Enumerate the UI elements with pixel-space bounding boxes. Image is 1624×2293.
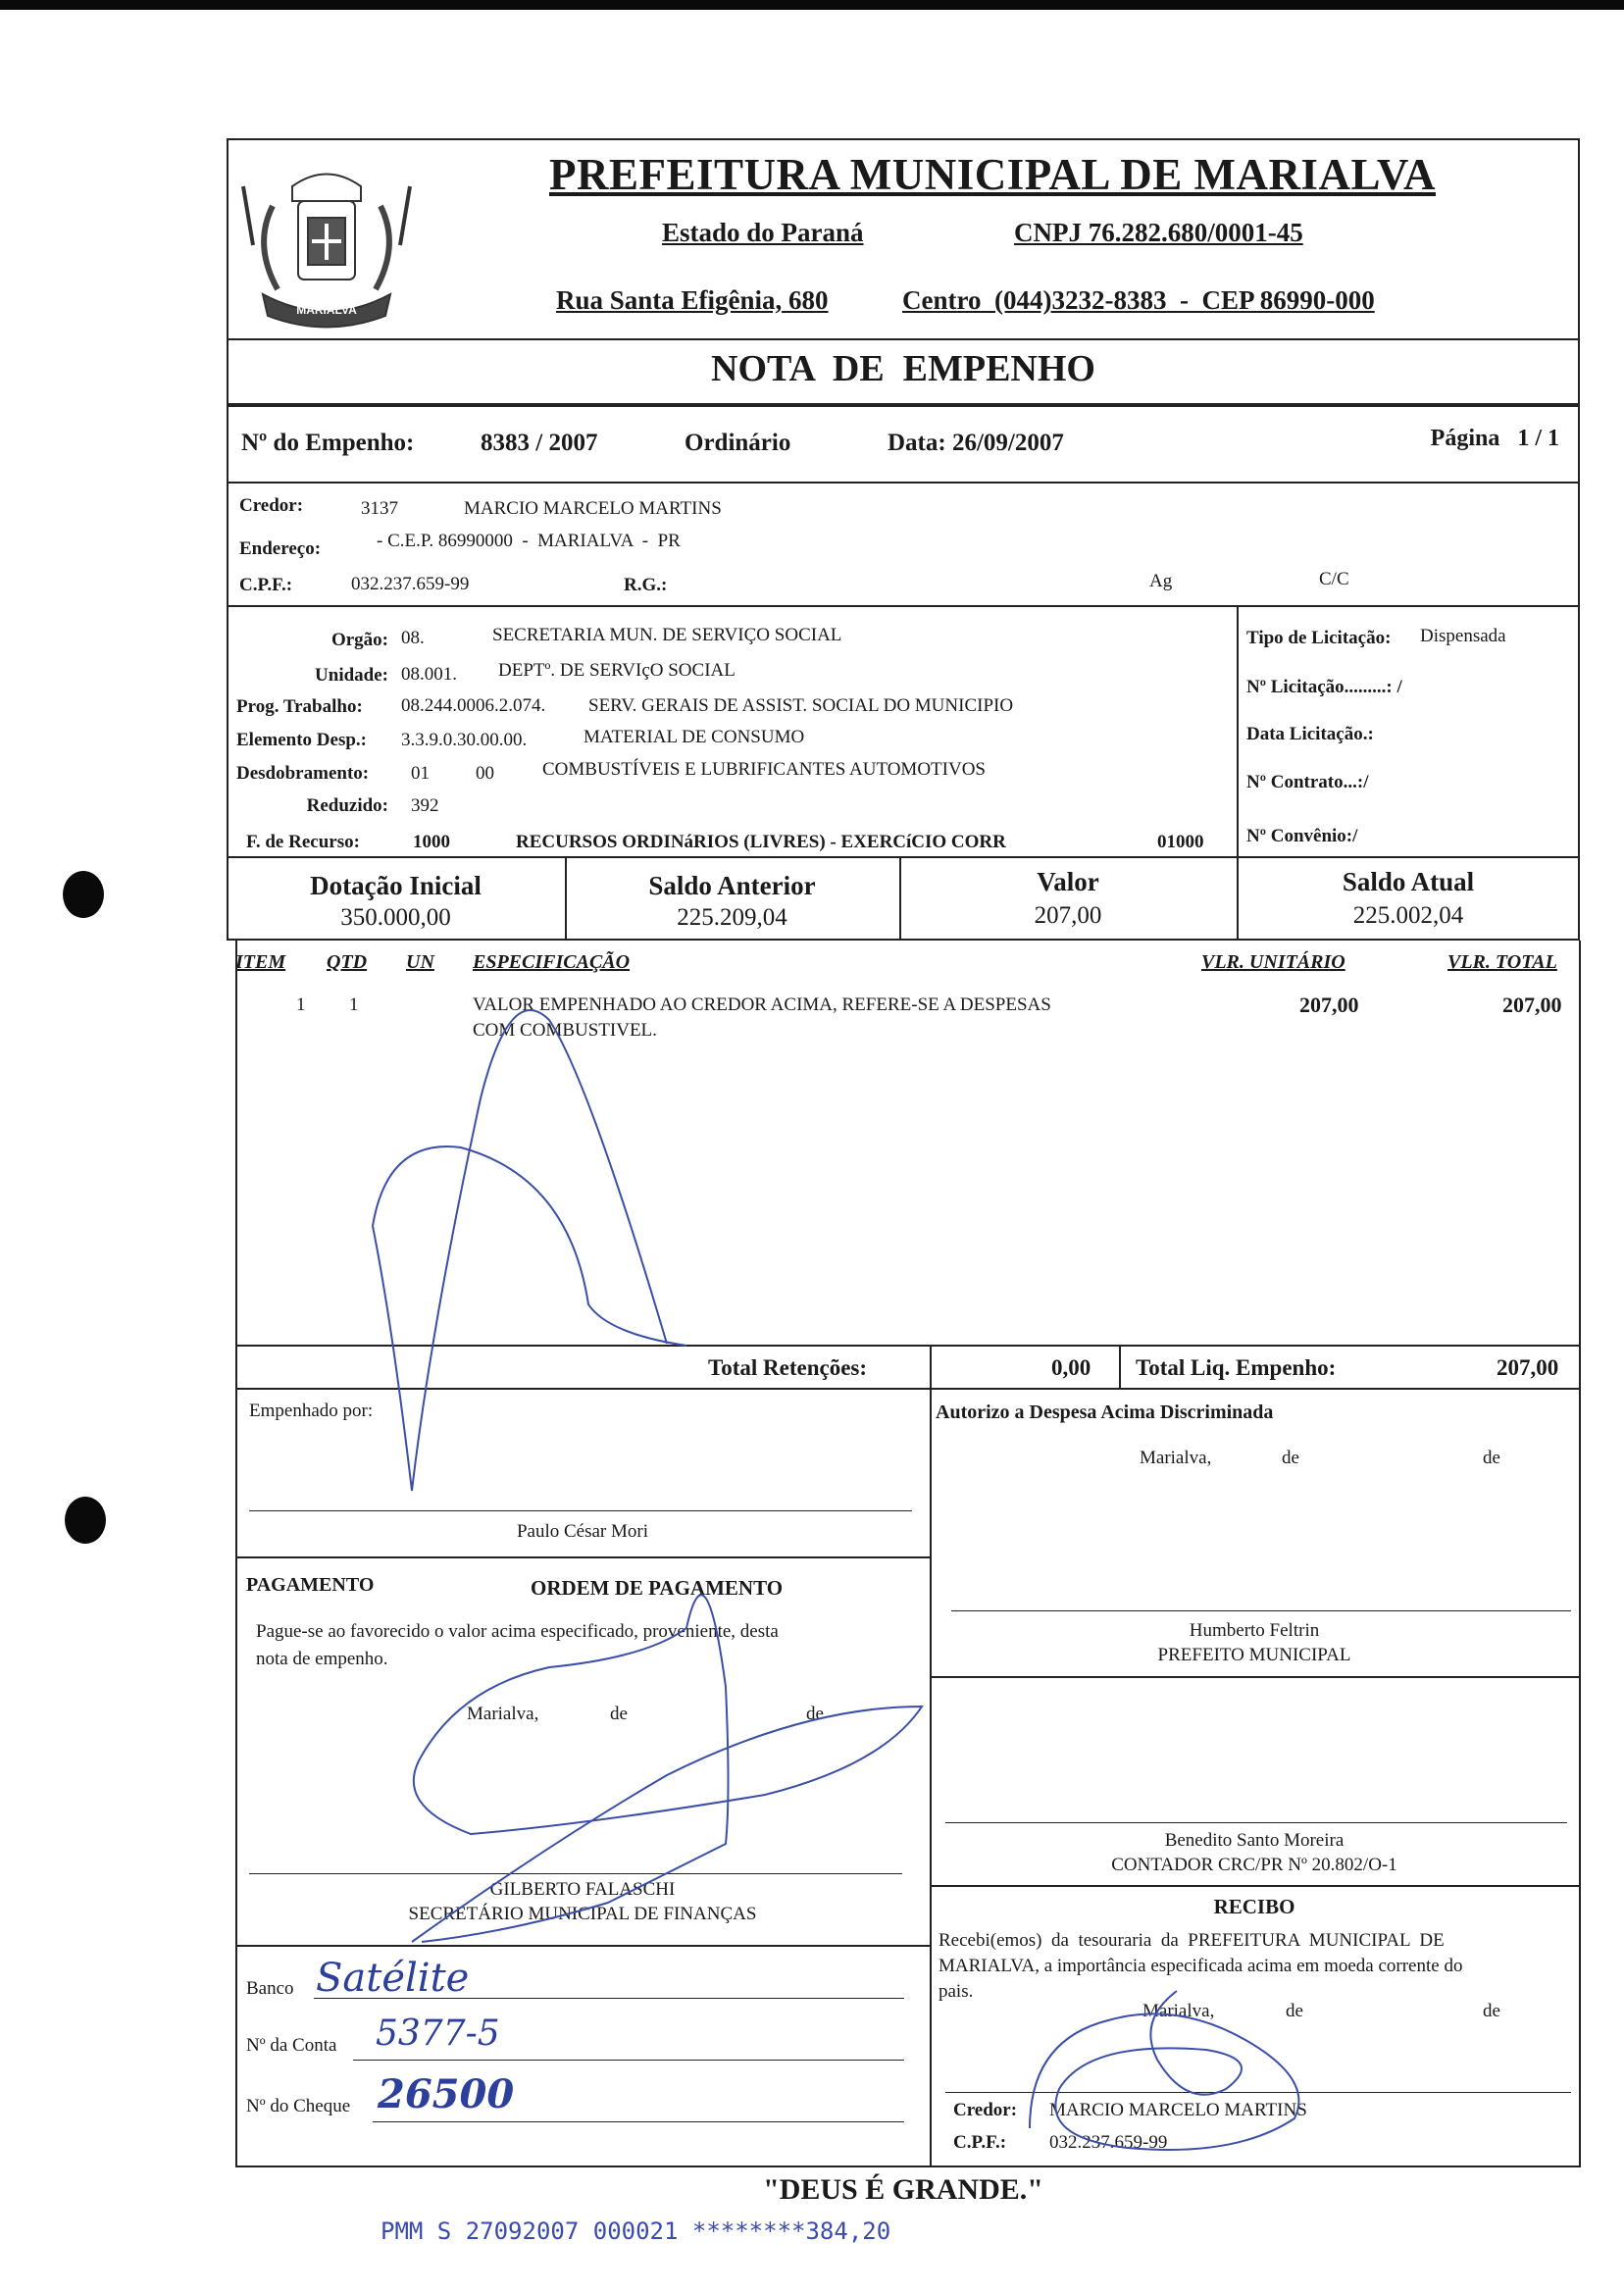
conta-label: Nº da Conta [246,2035,337,2056]
licitacao-contrato: Nº Contrato...:/ [1246,772,1369,792]
item-unit-value: 207,00 [1299,993,1359,1017]
recurso-name: RECURSOS ORDINáRIOS (LIVRES) - EXERCíCIO CORR [516,832,1006,852]
center-divider [930,1345,932,2166]
pagamento-bottom-line [235,1945,930,1947]
licitacao-data: Data Licitação.: [1246,724,1374,744]
autorizo-label: Autorizo a Despesa Acima Discriminada [936,1401,1274,1423]
municipal-seal-icon [233,147,420,333]
conta-value: 5377-5 [376,2013,500,2054]
liq-value: 207,00 [1497,1355,1559,1380]
mayor-title: PREFEITO MUNICIPAL [1157,1645,1351,1665]
desdobramento-name: COMBUSTÍVEIS E LUBRIFICANTES AUTOMOTIVOS [542,759,986,780]
licitacao-tipo-value: Dispensada [1420,626,1506,646]
lower-left-border [235,941,237,2166]
page-number: Página 1 / 1 [1430,426,1559,451]
empenho-type: Ordinário [685,430,791,456]
elemento-code: 3.3.9.0.30.00.00. [401,730,528,750]
item-number: 1 [296,994,306,1015]
credor-code: 3137 [361,498,398,519]
cheque-line [373,2121,904,2122]
recibo-de1: de [1286,2001,1303,2021]
banco-line [314,1998,904,1999]
recurso-code: 1000 [413,832,450,852]
recibo-cpf-value: 032.237.659-99 [1049,2132,1168,2153]
retencoes-label: Total Retenções: [708,1355,868,1380]
empenhado-sign-line [249,1510,912,1511]
cpf-label: C.P.F.: [239,575,293,595]
totals-bottom-line [235,1388,1581,1390]
recibo-place: Marialva, [1142,2001,1215,2021]
seal-text: MARIALVA [296,303,357,317]
orgao-name: SECRETARIA MUN. DE SERVIÇO SOCIAL [492,625,842,645]
empenho-number: 8383 / 2007 [481,430,598,456]
mayor-name: Humberto Feltrin [1189,1620,1320,1641]
pagamento-text-line2: nota de empenho. [256,1649,388,1669]
item-spec-line2: COM COMBUSTIVEL. [473,1020,657,1041]
item-total-value: 207,00 [1502,993,1562,1017]
unidade-code: 08.001. [401,664,457,685]
cc-label: C/C [1319,569,1349,589]
accountant-bottom-line [930,1885,1581,1887]
recibo-text-line3: pais. [939,1981,974,2002]
col-qtd: QTD [327,951,368,973]
budget-divider [1237,605,1239,858]
municipality-title: PREFEITURA MUNICIPAL DE MARIALVA [549,150,1437,199]
empenhado-bottom-line [235,1556,930,1558]
signature-empenhado [373,1010,686,1491]
recibo-text-line2: MARIALVA, a importância especificada acima em moeda corrente do [939,1956,1463,1976]
cashier-stamp: PMM S 27092007 000021 ********384,20 [381,2217,891,2245]
col-total-value: VLR. TOTAL [1447,951,1557,973]
mayor-bottom-line [930,1676,1581,1678]
licitacao-numero: Nº Licitação.........: / [1246,677,1402,697]
totals-top-line [235,1345,1581,1347]
pagamento-de2: de [806,1704,824,1724]
recibo-sign-line [945,2092,1571,2093]
desdobramento-label: Desdobramento: [236,763,370,784]
scan-top-border [0,0,1624,10]
liq-label: Total Liq. Empenho: [1136,1355,1337,1380]
reduzido-label: Reduzido: [306,795,388,816]
orgao-label: Orgão: [330,630,388,650]
saldo-anterior-label: Saldo Anterior [648,871,816,900]
pagamento-label: PAGAMENTO [246,1574,375,1596]
punch-hole-bottom [65,1497,106,1544]
recibo-de2: de [1483,2001,1500,2021]
credor-name: MARCIO MARCELO MARTINS [464,498,722,519]
street-address: Rua Santa Efigênia, 680 [556,285,829,315]
accountant-title: CONTADOR CRC/PR Nº 20.802/O-1 [1111,1855,1397,1875]
totals-divider [1119,1345,1121,1388]
autorizo-place: Marialva, [1140,1448,1212,1468]
accountant-sign-line [945,1822,1567,1823]
prog-name: SERV. GERAIS DE ASSIST. SOCIAL DO MUNICIPIO [588,695,1014,716]
autorizo-de1: de [1282,1448,1299,1468]
pagamento-place: Marialva, [467,1704,539,1724]
item-qtd: 1 [349,994,359,1015]
dotacao-value: 350.000,00 [340,904,451,931]
banco-value: Satélite [316,1956,470,2001]
mayor-sign-line [951,1610,1571,1611]
recurso-code2: 01000 [1157,832,1204,852]
empenhado-label: Empenhado por: [249,1401,374,1421]
saldo-anterior-value: 225.209,04 [677,904,787,931]
recibo-text-line1: Recebi(emos) da tesouraria da PREFEITURA MUNICIPAL DE [939,1930,1445,1951]
credor-label: Credor: [239,495,304,516]
col-item: ITEM [235,951,286,973]
endereco-value: - C.E.P. 86990000 - MARIALVA - PR [377,531,681,551]
saldo-atual-value: 225.002,04 [1352,902,1464,929]
saldo-atual-label: Saldo Atual [1342,867,1475,896]
secretary-name: GILBERTO FALASCHI [489,1879,676,1900]
recibo-title: RECIBO [1213,1895,1295,1918]
licitacao-convenio: Nº Convênio:/ [1246,826,1358,846]
empenhado-name: Paulo César Mori [516,1521,649,1542]
desdobramento-code2: 00 [476,763,494,784]
desdobramento-code1: 01 [411,763,430,784]
dotacao-label: Dotação Inicial [310,871,482,900]
retencoes-value: 0,00 [1051,1355,1091,1380]
document-title: NOTA DE EMPENHO [711,348,1095,389]
recibo-credor-label: Credor: [953,2100,1018,2120]
header-divider [227,338,1580,340]
prog-code: 08.244.0006.2.074. [401,695,546,716]
pagamento-text-line1: Pague-se ao favorecido o valor acima especificado, proveniente, desta [256,1621,779,1642]
valor-value: 207,00 [1034,902,1102,929]
pagamento-de1: de [610,1704,628,1724]
unidade-name: DEPTº. DE SERVIçO SOCIAL [498,660,736,681]
state-name: Estado do Paraná [662,218,864,247]
col-spec: ESPECIFICAÇÃO [473,951,631,973]
recibo-credor-name: MARCIO MARCELO MARTINS [1049,2100,1307,2120]
col-un: UN [406,951,434,973]
footer-motto: "DEUS É GRANDE." [763,2173,1043,2206]
conta-line [353,2060,904,2061]
lower-right-border [1579,941,1581,2166]
unidade-label: Unidade: [315,665,388,686]
lower-bottom-border [235,2166,1581,2167]
prog-label: Prog. Trabalho: [236,696,363,717]
autorizo-de2: de [1483,1448,1500,1468]
valor-label: Valor [1037,867,1099,896]
licitacao-tipo-label: Tipo de Licitação: [1246,628,1392,648]
ag-label: Ag [1149,571,1173,591]
empenho-label: Nº do Empenho: [241,430,415,456]
elemento-name: MATERIAL DE CONSUMO [584,727,805,747]
elemento-label: Elemento Desp.: [236,730,367,750]
cheque-label: Nº do Cheque [246,2096,351,2116]
rg-label: R.G.: [624,575,668,595]
cnpj: CNPJ 76.282.680/0001-45 [1014,218,1303,247]
endereco-label: Endereço: [239,538,322,559]
secretary-title: SECRETÁRIO MUNICIPAL DE FINANÇAS [408,1904,757,1924]
recibo-cpf-label: C.P.F.: [953,2132,1007,2153]
col-unit-value: VLR. UNITÁRIO [1201,951,1345,973]
item-spec-line1: VALOR EMPENHADO AO CREDOR ACIMA, REFERE-SE A DESPESAS [473,994,1051,1015]
district-phone-cep: Centro (044)3232-8383 - CEP 86990-000 [902,285,1375,315]
cheque-value: 26500 [378,2071,515,2117]
secretary-sign-line [249,1873,902,1874]
reduzido-value: 392 [411,795,439,816]
punch-hole-top [63,871,104,918]
orgao-code: 08. [401,628,425,648]
empenho-date: Data: 26/09/2007 [888,430,1064,456]
ordem-pagamento-label: ORDEM DE PAGAMENTO [531,1576,784,1600]
banco-label: Banco [246,1978,294,1999]
accountant-name: Benedito Santo Moreira [1164,1830,1345,1851]
cpf-value: 032.237.659-99 [351,574,470,594]
recurso-label: F. de Recurso: [246,832,360,852]
